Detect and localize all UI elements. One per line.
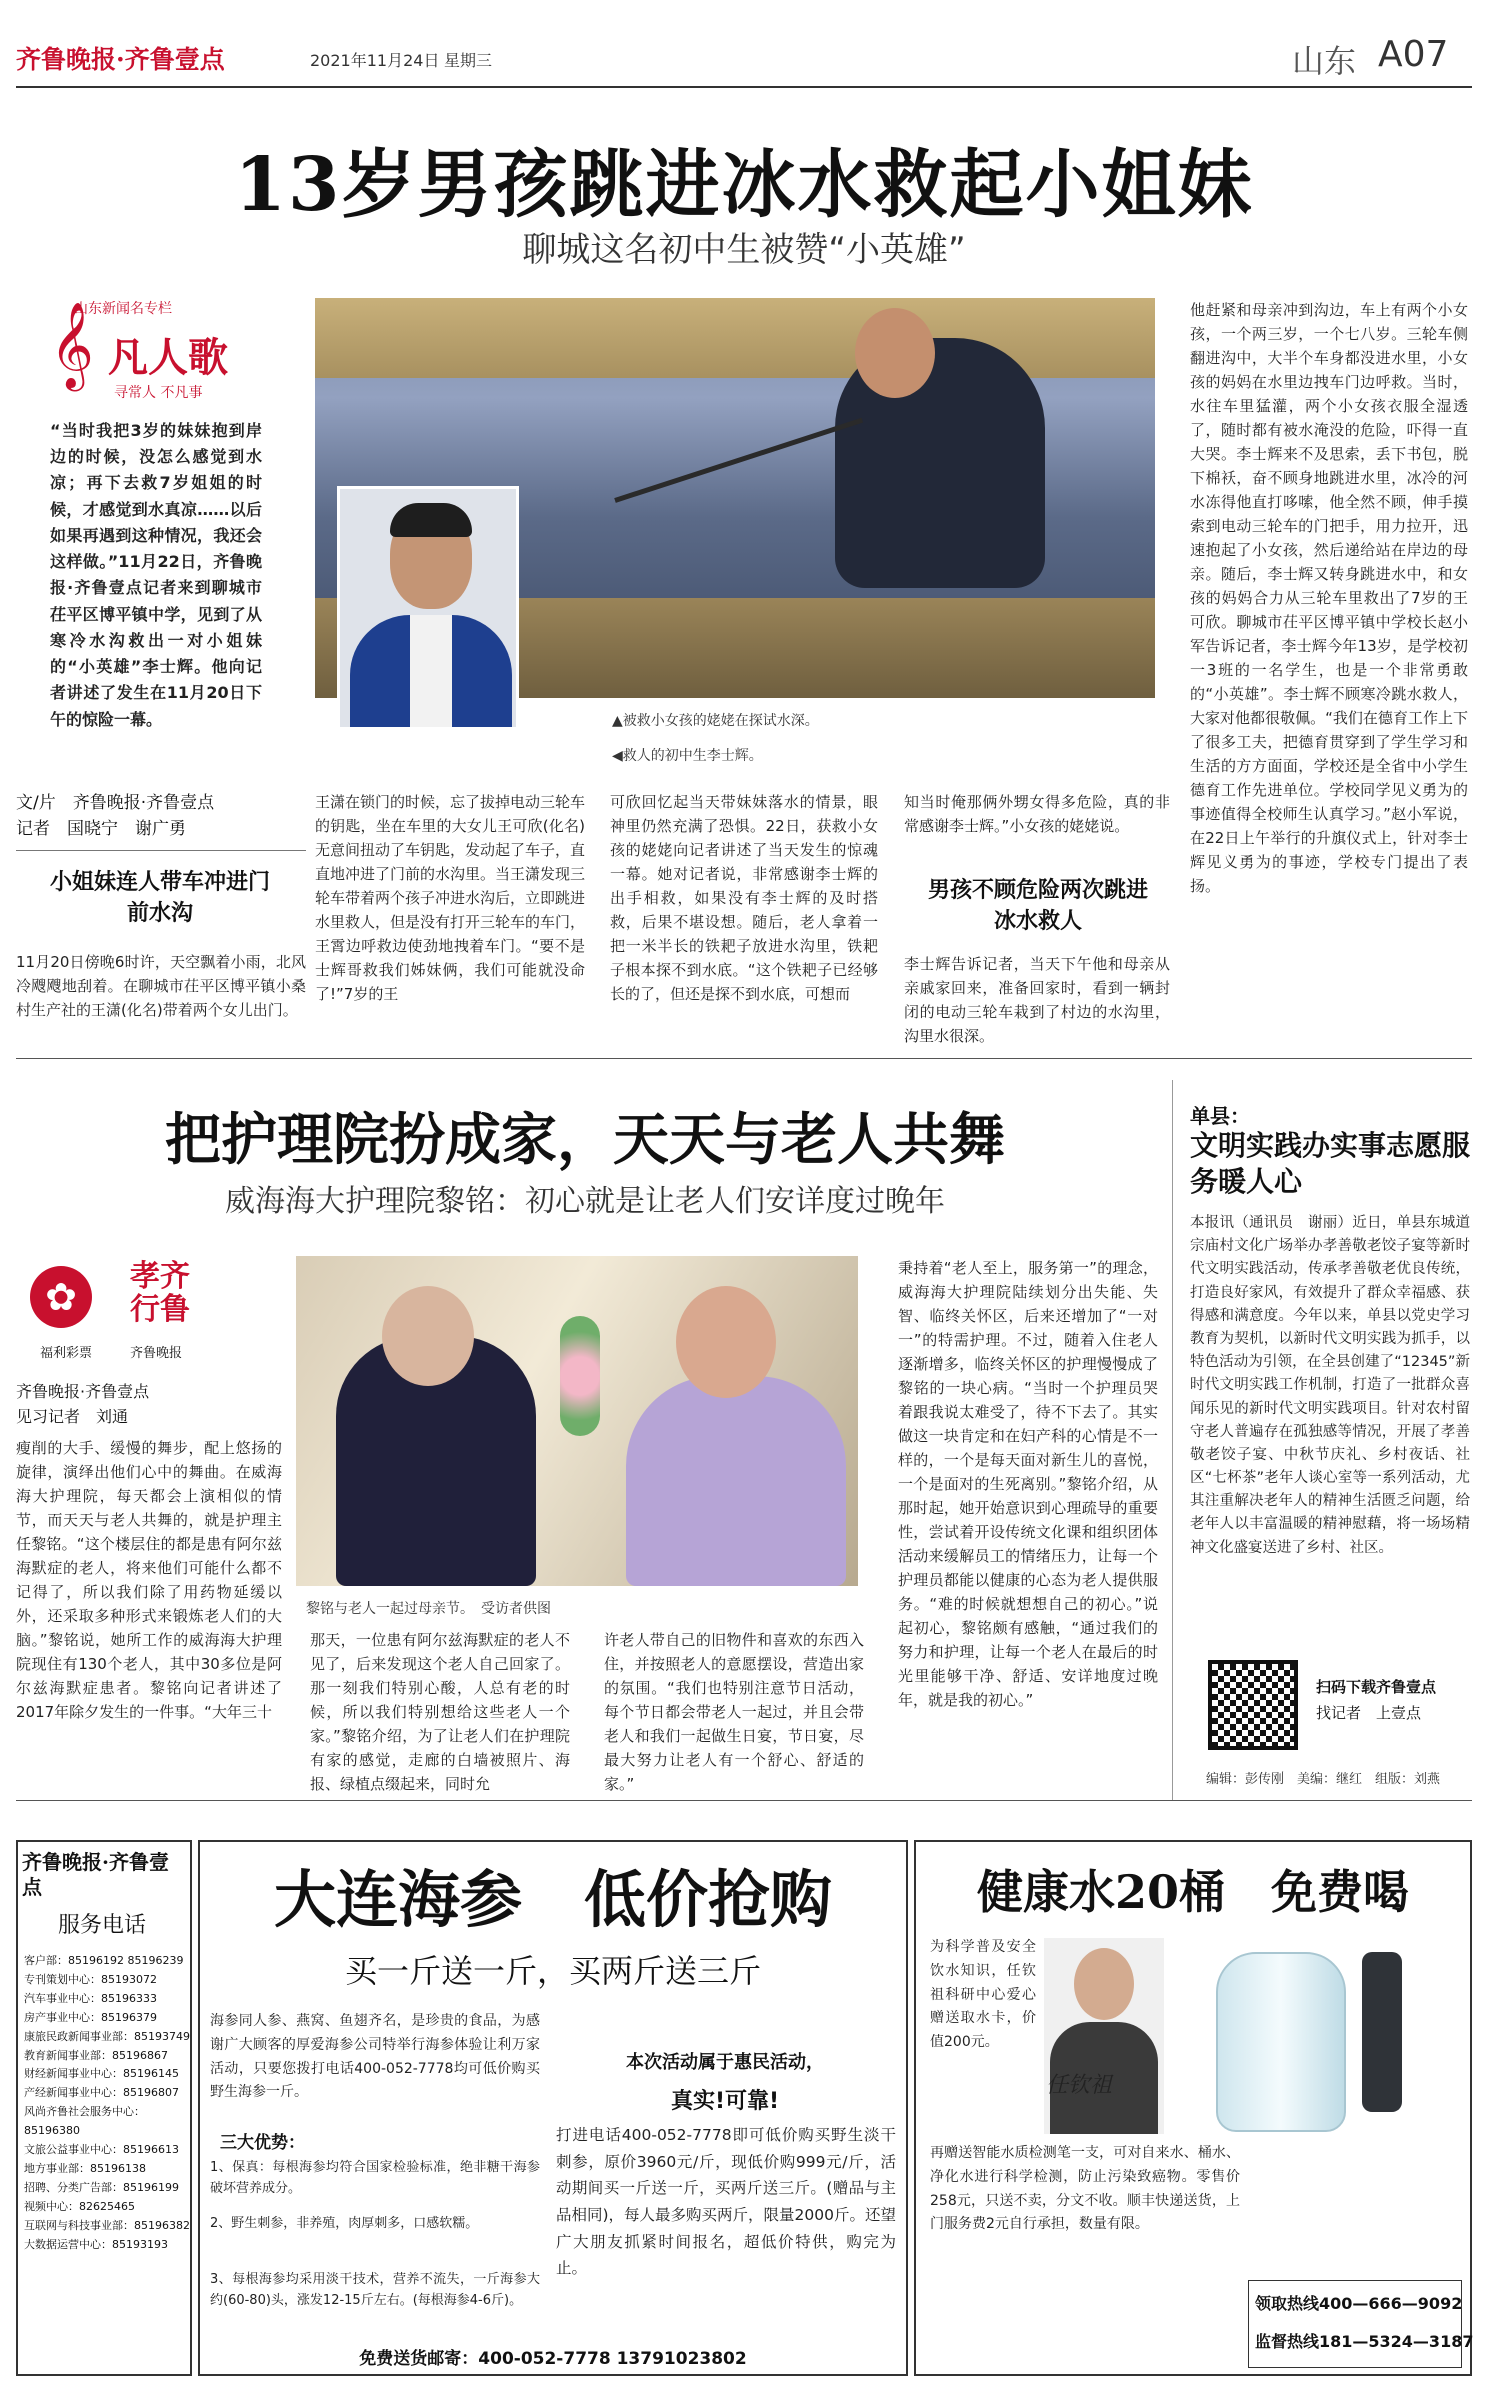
story2-headline: 把护理院扮成家，天天与老人共舞: [165, 1107, 1005, 1173]
service-line: 产经新闻事业中心：85196807: [24, 2086, 179, 2100]
service-list: [24, 1952, 190, 2255]
photo-caption-1: ▲被救小女孩的姥姥在探试水深。: [612, 713, 819, 729]
issue-date: 2021年11月24日: [310, 51, 440, 70]
column-tag-top: 山东新闻名专栏: [74, 301, 172, 317]
story1-byline: [16, 790, 306, 843]
seacucumber-ad: [198, 1840, 908, 2376]
seacucumber-body: 打进电话400-052-7778即可低价购买野生淡干刺参，原价3960元/斤，现低价购999元/斤，活动期间买一斤送一斤，买两斤送三斤。(赠品与主品相同)，每人最多购买两斤，限量2000斤。还望广大朋友抓紧时间报名，超低价特供，购完为止。: [556, 2126, 896, 2278]
story1-col2: 王潇在锁门的时候，忘了拔掉电动三轮车的钥匙，坐在车里的大女儿王可欣(化名)无意间扭动了车钥匙，发动起了车子，直直地冲进了门前的水沟里。当王潇发现三轮车带着两个孩子冲进水沟后，立即跳进水里救人，但是没有打开三轮车的车门，王霄边呼救边使劲地拽着车门。“要不是士辉哥救我们姊妹俩，我们可能就没命了!”7岁的王: [315, 793, 585, 1003]
header-rule: [16, 86, 1472, 88]
column-name: 凡人歌: [108, 334, 228, 381]
photo-rake: [614, 418, 863, 503]
byline-line1: 文/片 齐鲁晚报·齐鲁壹点: [16, 793, 215, 813]
water-tester-image: [1362, 1952, 1402, 2112]
story1-col4b: 李士辉告诉记者，当天下午他和母亲从亲戚家回来，准备回家时，看到一辆封闭的电动三轮车栽到了村边的水沟里，沟里水很深。: [904, 955, 1170, 1045]
portrait-shirt: [410, 615, 452, 730]
service-line: 财经新闻事业中心：85196145: [24, 2067, 179, 2081]
water-body1: 为科学普及安全饮水知识，任钦祖科研中心爱心赠送取水卡，价值200元。: [930, 1939, 1036, 2051]
qr-code[interactable]: [1208, 1660, 1298, 1750]
spokesman-photo: [1044, 1938, 1164, 2134]
column-logo-fanrenge: [50, 298, 280, 408]
story2-col3: 许老人带自己的旧物件和喜欢的东西入住，并按照老人的意愿摆设，营造出家的氛围。“我们也特别注意节日活动，每个节日都会带老人一起过，并且会带老人和我们一起做生日宴，节日宴，尽最大努力让老人有一个舒心、舒适的家。”: [604, 1631, 864, 1793]
masthead: [16, 34, 1472, 82]
page-number: A07: [1378, 34, 1449, 75]
service-phone-box: [16, 1840, 192, 2376]
qr-label: 扫码下载齐鲁壹点: [1316, 1678, 1437, 1696]
story3-kicker: 单县：: [1190, 1104, 1250, 1128]
story1-sub1: 小姐妹连人带车冲进门前水沟: [49, 870, 270, 926]
service-line: 文旅公益事业中心：85196613: [24, 2143, 179, 2157]
story1-bottom-rule: [16, 1058, 1472, 1059]
photo-nurse-head: [676, 1286, 776, 1398]
service-line: 专刊策划中心：85193072: [24, 1972, 157, 1986]
story1-col1: 11月20日傍晚6时许，天空飘着小雨，北风冷飕飕地刮着。在聊城市茌平区博平镇小桑村生产社的王潇(化名)带着两个女儿出门。: [16, 953, 306, 1019]
service-line: 康旅民政新闻事业部：85193749: [24, 2029, 190, 2043]
photo-nurse: [626, 1376, 846, 1586]
story2-byline: [16, 1380, 282, 1430]
story2-caption: 黎铭与老人一起过母亲节。 受访者供图: [306, 1601, 551, 1617]
water-hotline-1: 领取热线400—666—9092: [1255, 2294, 1463, 2313]
water-title: 健康水20桶 免费喝: [976, 1865, 1409, 1919]
story3-headline: 文明实践办实事志愿服务暖人心: [1190, 1129, 1471, 1199]
column-org-1: 福利彩票: [40, 1346, 93, 1361]
service-title: 齐鲁晚报·齐鲁壹点: [22, 1850, 169, 1899]
photo-flowers: [560, 1316, 600, 1436]
story1-subhead: 聊城这名初中生被赞“小英雄”: [522, 230, 966, 270]
qr-credit: 找记者 上壹点: [1316, 1704, 1422, 1722]
photo-caption-2: ◀救人的初中生李士辉。: [612, 748, 763, 764]
water-ad: [914, 1840, 1472, 2376]
story1-sub2: 男孩不顾危险两次跳进冰水救人: [927, 878, 1148, 934]
service-line: 汽车事业中心：85196333: [24, 1991, 157, 2005]
column-org-2: 齐鲁晚报: [130, 1346, 183, 1361]
treble-clef-icon: 𝄞: [50, 302, 94, 388]
section-name: 山东: [1292, 42, 1357, 80]
story1-lead: “当时我把3岁的妹妹抱到岸边的时候，没怎么感觉到水凉；再下去救7岁姐姐的时候，才感觉到水真凉……以后如果再遇到这种情况，我还会这样做。”11月22日，齐鲁晚报·齐鲁壹点记者来到聊城市茌平区博平镇中学，见到了从寒冷水沟救出一对小姐妹的“小英雄”李士辉。他向记者讲述了发生在11月20日下午的惊险一幕。: [50, 421, 262, 729]
seacucumber-intro: 海参同人参、燕窝、鱼翅齐名，是珍贵的食品，为感谢广大顾客的厚爱海参公司特举行海参体验让利万家活动，只要您拨打电话400-052-7778均可低价购买野生海参一斤。: [210, 2013, 540, 2101]
column-name: 孝齐行鲁: [130, 1259, 190, 1327]
issue-weekday: 星期三: [444, 51, 493, 70]
water-body2: 再赠送智能水质检测笔一支，可对自来水、桶水、净化水进行科学检测，防止污染致癌物。零售价258元，只送不卖，分文不收。顺丰快递送货，上门服务费2元自行承担，数量有限。: [930, 2145, 1240, 2233]
service-line: 大数据运营中心：85193193: [24, 2237, 168, 2251]
service-line: 视频中心：82625465: [24, 2199, 135, 2213]
service-line: 教育新闻事业部：85196867: [24, 2048, 168, 2062]
service-line: 地方事业部：85196138: [24, 2161, 146, 2175]
editors-credit: 编辑：彭传刚 美编：继红 组版：刘燕: [1206, 1772, 1441, 1787]
water-hotline-2: 监督热线181—5324—3187: [1255, 2332, 1474, 2351]
seacucumber-adv1: 1、保真：每根海参均符合国家检验标准，绝非糖干海参破坏营养成分。: [210, 2160, 540, 2196]
story3-body: 本报讯（通讯员 谢丽）近日，单县东城道宗庙村文化广场举办孝善敬老饺子宴等新时代文明实践活动，传承孝善敬老优良传统，打造良好家风，有效提升了群众幸福感、获得感和满意度。今年以来，单县以党史学习教育为契机，以新时代文明实践为抓手，以特色活动为引领，在全县创建了“12345”新时代文明实践工作机制，打造了一批群众喜闻乐见的新时代文明实践项目。针对农村留守老人普遍存在孤独感等情况，开展了孝善敬老饺子宴、中秋节庆礼、乡村夜话、社区“七杯茶”老年人谈心室等一系列活动，尤其注重解决老年人的精神生活匮乏问题，给老年人以丰富温暖的精神慰藉，将一场场精神文化盛宴送进了乡村、社区。: [1190, 1215, 1470, 1556]
seacucumber-title: 大连海参 低价抢购: [273, 1863, 832, 1936]
newspaper-logo: 齐鲁晚报·齐鲁壹点: [16, 45, 225, 74]
seacucumber-slogan: 真实!可靠!: [670, 2089, 780, 2114]
story1-headline: 13岁男孩跳进冰水救起小姐妹: [234, 142, 1254, 228]
seacucumber-footer: 免费送货邮寄：400-052-7778 13791023802: [359, 2349, 747, 2369]
story1-col5: 他赶紧和母亲冲到沟边，车上有两个小女孩，一个两三岁，一个七八岁。三轮车侧翻进沟中，大半个车身都没进水里，小女孩的妈妈在水里边拽车门边呼救。当时，水往车里猛灌，两个小女孩衣服全湿透了，随时都有被水淹没的危险，吓得一直大哭。李士辉来不及思索，丢下书包，脱下棉袄，奋不顾身地跳进水里，冰冷的河水冻得他直打哆嗦，他全然不顾，伸手摸索到电动三轮车的门把手，用力拉开，迅速抱起了小女孩，然后递给站在岸边的母亲。随后，李士辉又转身跳进水中，和女孩的妈妈合力从三轮车里救出了7岁的王可欣。聊城市茌平区博平镇中学校长赵小军告诉记者，李士辉今年13岁，是学校初一3班的一名学生，也是一个非常勇敢的“小英雄”。李士辉不顾寒冷跳水救人，大家对他都很敬佩。“我们在德育工作上下了很多工夫，把德育贯穿到了学生学习和生活的方方面面，学校还是全省中小学生德育工作先进单位。学校同学见义勇为的事迹值得全校师生认真学习。”赵小军说，在22日上午举行的升旗仪式上，针对李士辉见义勇为的事迹，学校专门提出了表扬。: [1190, 301, 1468, 895]
story1-col3: 可欣回忆起当天带妹妹落水的情景，眼神里仍然充满了恐惧。22日，获救小女孩的姥姥向记者讲述了当天发生的惊魂一幕。她对记者说，非常感谢李士辉的出手相救，如果没有李士辉的及时搭救，后果不堪设想。随后，老人拿着一把一米半长的铁耙子放进水沟里，铁耙子根本探不到水底。“这个铁耙子已经够长的了，但还是探不到水底，可想而: [610, 793, 878, 1003]
byline-line2: 见习记者 刘通: [16, 1406, 129, 1426]
photo-woman-head: [855, 308, 935, 398]
column-logo-xiaoqi: [20, 1256, 230, 1366]
column-slogan: 寻常人 不凡事: [114, 385, 203, 401]
byline-line1: 齐鲁晚报·齐鲁壹点: [16, 1382, 150, 1401]
column-divider: [1172, 1080, 1173, 1800]
water-hotline-box: [1248, 2280, 1474, 2368]
service-line: 客户部：85196192 85196239: [24, 1954, 184, 1967]
service-line: 互联网与科技事业部：85196382: [24, 2218, 190, 2232]
boy-portrait-photo: [337, 486, 519, 730]
byline-line2: 记者 国晓宁 谢广勇: [16, 819, 186, 840]
water-jug-image: [1216, 1952, 1346, 2132]
story2-col2: 那天，一位患有阿尔兹海默症的老人不见了，后来发现这个老人自己回家了。那一刻我们特别心酸，人总有老的时候，所以我们特别想给这些老人一个家。”黎铭介绍，为了让老人们在护理院有家的感觉，走廊的白墙被照片、海报、绿植点缀起来，同时允: [310, 1631, 570, 1793]
spokesman-head: [1074, 1948, 1134, 2020]
story1-col4a: 知当时俺那俩外甥女得多危险，真的非常感谢李士辉。”小女孩的姥姥说。: [904, 793, 1170, 835]
story2-col1: 瘦削的大手、缓慢的舞步，配上悠扬的旋律，演绎出他们心中的舞曲。在威海海大护理院，每天都会上演相似的情节，而天天与老人共舞的，就是护理主任黎铭。“这个楼层住的都是患有阿尔兹海默症的老人，将来他们可能什么都不记得了，所以我们除了用药物延缓以外，还采取多种形式来锻炼老人们的大脑。”黎铭说，她所工作的威海海大护理院现住有130个老人，其中30多位是阿尔兹海默症患者。黎铭向记者讲述了2017年除夕发生的一件事。“大年三十: [16, 1439, 282, 1721]
seacucumber-adv-title: 三大优势：: [220, 2133, 305, 2153]
photo-bank: [315, 298, 1155, 378]
seacucumber-event: 本次活动属于惠民活动，: [626, 2052, 824, 2073]
story2-subhead: 威海海大护理院黎铭：初心就是让老人们安详度过晚年: [225, 1184, 945, 1219]
service-subtitle: 服务电话: [58, 1913, 147, 1938]
photo-elder-head: [382, 1286, 474, 1386]
dance-photo: [296, 1256, 858, 1586]
service-line: 风尚齐鲁社会服务中心：85196380: [24, 2105, 145, 2138]
service-line: 房产事业中心：85196379: [24, 2010, 157, 2024]
byline-rule: [16, 850, 306, 851]
lottery-icon: ✿: [30, 1266, 92, 1328]
spokesman-signature: 任钦祖: [1046, 2073, 1113, 2098]
portrait-hair: [390, 503, 472, 537]
seacucumber-adv3: 3、每根海参均采用淡干技术，营养不流失，一斤海参大约(60-80)头，涨发12-15斤左右。(每根海参4-6斤)。: [210, 2272, 540, 2308]
ads-top-rule: [16, 1800, 1472, 1801]
service-line: 招聘、分类广告部：85196199: [24, 2180, 179, 2194]
seacucumber-subtitle: 买一斤送一斤，买两斤送三斤: [344, 1952, 761, 1990]
seacucumber-adv2: 2、野生刺参，非养殖，肉厚刺多，口感软糯。: [210, 2216, 479, 2231]
story2-col4: 秉持着“老人至上，服务第一”的理念，威海海大护理院陆续划分出失能、失智、临终关怀区，后来还增加了“一对一”的特需护理。不过，随着入住老人逐渐增多，临终关怀区的护理慢慢成了黎铭的一块心病。“当时一个护理员哭着跟我说太难受了，待不下去了。其实做这一块肯定和在妇产科的心情是不一样的，一个是每天面对新生儿的喜悦，一个是面对的生死离别。”黎铭介绍，从那时起，她开始意识到心理疏导的重要性，尝试着开设传统文化课和组织团体活动来缓解员工的情绪压力，让每一个护理员都能以健康的心态为老人提供服务。“难的时候就想想自己的初心。”说起初心，黎铭颇有感触，“通过我们的努力和护理，让每一个老人在最后的时光里能够干净、舒适、安详地度过晚年，就是我的初心。”: [898, 1259, 1158, 1709]
